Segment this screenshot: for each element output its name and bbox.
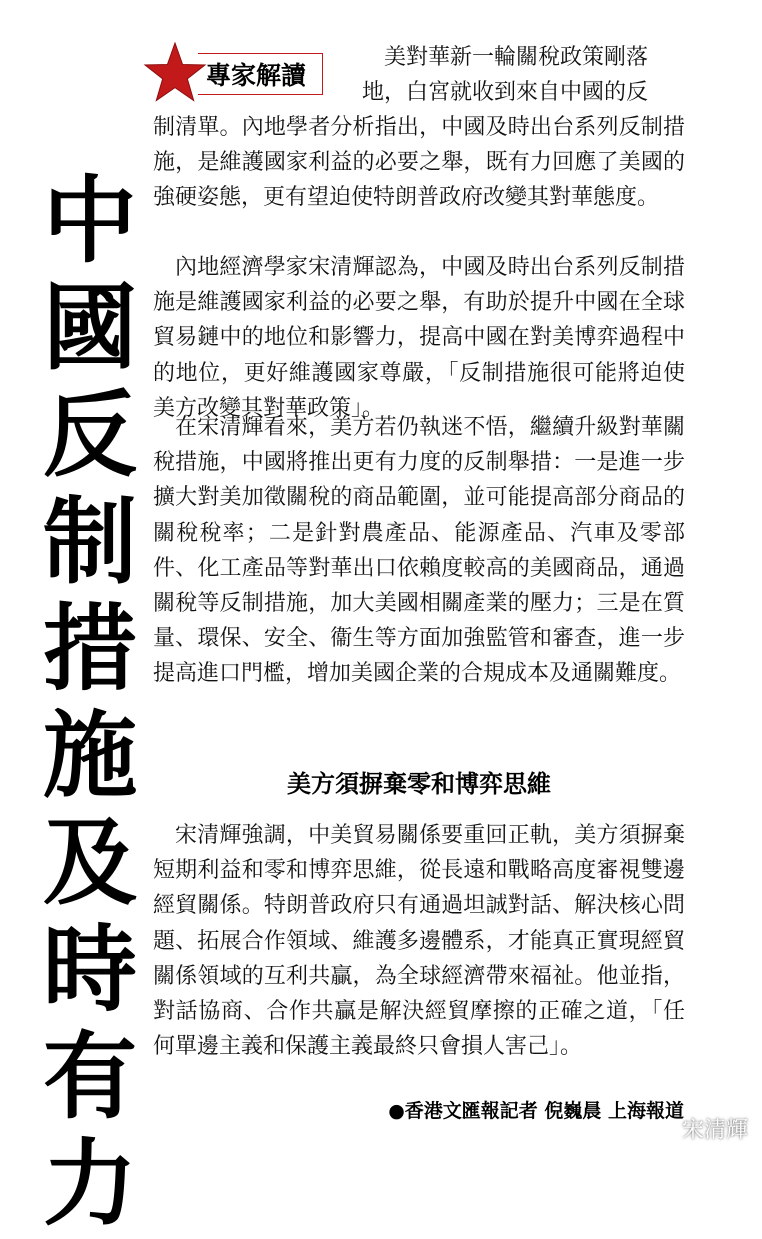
lead-line: 美對華新一輪關稅政策剛落: [384, 45, 649, 70]
headline-char: 力: [42, 1130, 137, 1239]
headline-char: 及: [42, 809, 137, 918]
section-subheading: 美方須摒棄零和博弈思維: [287, 770, 551, 798]
headline-char: 中: [42, 167, 137, 276]
paragraph-3: 在宋清輝看來，美方若仍執迷不悟，繼續升級對華關稅措施，中國將推出更有力度的反制舉措：一是進一步擴大對美加徵關稅的商品範圍，並可能提高部分商品的關稅稅率；二是針對農產品、能源產品、汽車及零部件、化工產品等對華出口依賴度較高的美國商品，通過關稅等反制措施，加大美國相關產業的壓力；三是在質量、環保、安全、衞生等方面加強監管和審查，進一步提高進口門檻，增加美國企業的合規成本及通關難度。: [153, 415, 685, 687]
vertical-headline: [40, 168, 140, 1238]
lead-line: 地，白宮就收到來自中國的反: [362, 80, 649, 105]
headline-char: 施: [42, 702, 137, 811]
headline-char: 制: [42, 488, 137, 597]
headline-char: 反: [42, 381, 137, 490]
headline-char: 國: [42, 274, 137, 383]
byline: ●香港文匯報記者 倪巍晨 上海報道: [388, 1100, 684, 1122]
expert-badge: [143, 42, 353, 102]
badge-label: 專家解讀: [198, 53, 323, 95]
paragraph-4: 宋清輝強調，中美貿易關係要重回正軌，美方須摒棄短期利益和零和博弈思維，從長遠和戰略高度審視雙邊經貿關係。特朗普政府只有通過坦誠對話、解決核心問題、拓展合作領域、維護多邊體系，才能真正實現經貿關係領域的互利共贏，為全球經濟帶來福祉。他並指，對話協商、合作共贏是解決經貿摩擦的正確之道，「任何單邊主義和保護主義最終只會損人害己」。: [153, 823, 685, 1060]
headline-char: 有: [42, 1023, 137, 1132]
watermark: 宋清輝: [681, 1118, 748, 1143]
paragraph-2: 內地經濟學家宋清輝認為，中國及時出台系列反制措施是維護國家利益的必要之舉，有助於提升中國在全球貿易鏈中的地位和影響力，提高中國在對美博弈過程中的地位，更好維護國家尊嚴，「反制措施很可能將迫使美方改變其對華政策」。: [153, 255, 685, 421]
headline-char: 時: [42, 916, 137, 1025]
paragraph-1: 制清單。內地學者分析指出，中國及時出台系列反制措施，是維護國家利益的必要之舉，既有力回應了美國的強硬姿態，更有望迫使特朗普政府改變其對華態度。: [153, 115, 685, 211]
red-star-icon: [143, 42, 207, 104]
headline-char: 措: [42, 595, 137, 704]
